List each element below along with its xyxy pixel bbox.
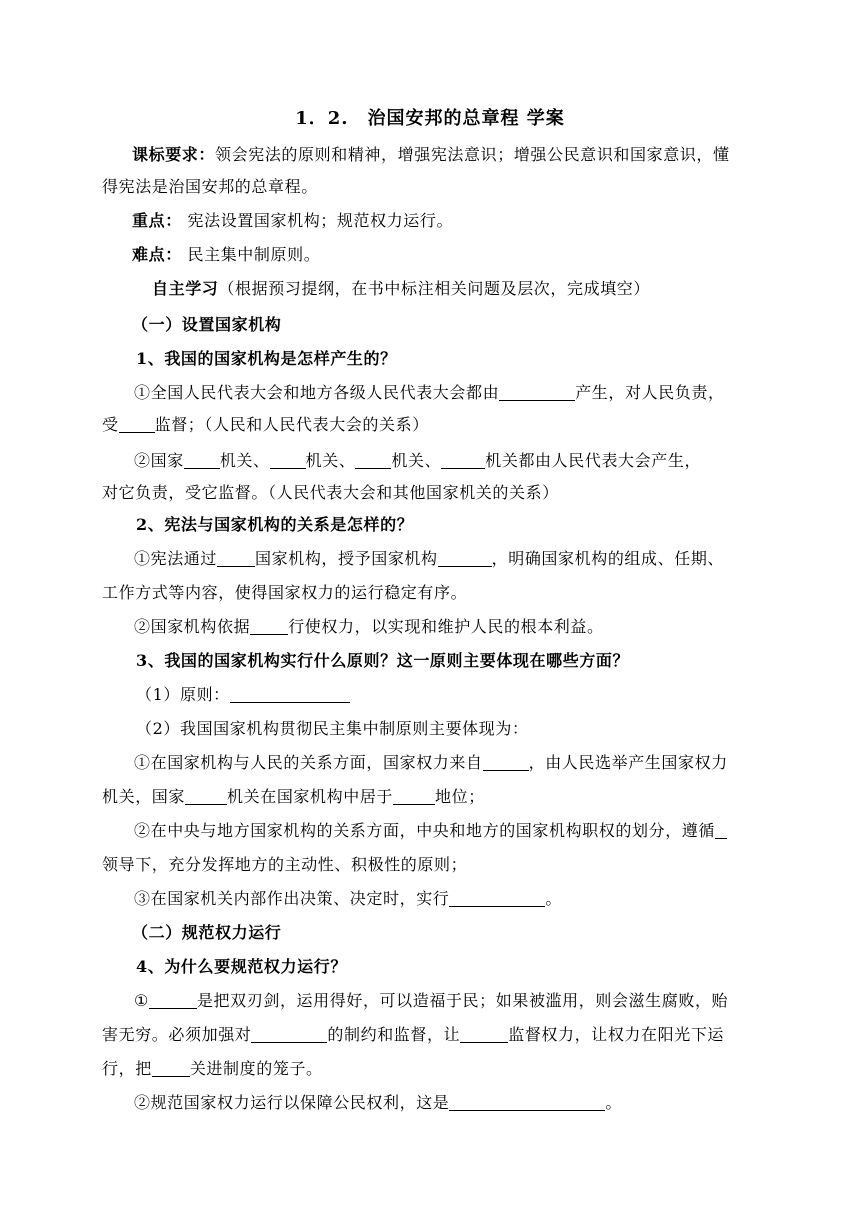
text: 行使权力，以实现和维护人民的根本利益。 xyxy=(288,617,604,636)
q3-answer-1-line xyxy=(136,684,796,706)
question-4: 4、为什么要规范权力运行？ xyxy=(136,957,347,976)
nandian-label: 难点： xyxy=(132,245,182,264)
q2-answer-1-line-2 xyxy=(102,582,762,604)
fill-blank[interactable] xyxy=(251,1025,327,1043)
text: （1）原则： xyxy=(136,685,230,704)
text: ① xyxy=(134,991,149,1010)
text: ②国家机构依据 xyxy=(134,617,251,636)
fill-blank[interactable] xyxy=(250,617,288,635)
text: 对它负责，受它监督。（人民代表大会和其他国家机关的关系） xyxy=(102,483,559,502)
zhongdian-label: 重点： xyxy=(132,211,182,230)
zizhu-label: 自主学习 xyxy=(152,279,219,298)
q4-answer-1-line xyxy=(102,990,762,1012)
text: 的制约和监督，让 xyxy=(327,1025,461,1044)
text: ①宪法通过 xyxy=(134,549,218,568)
fill-blank[interactable] xyxy=(483,753,529,771)
text: ，明确国家机构的组成、任期、 xyxy=(491,549,725,568)
q4-answer-1-line-3 xyxy=(102,1058,762,1080)
text: ①全国人民代表大会和地方各级人民代表大会都由 xyxy=(134,383,500,402)
kebiao-text: 领会宪法的原则和精神，增强宪法意识；增强公民意识和国家意识，懂 xyxy=(215,145,730,164)
zhongdian-text: 宪法设置国家机构；规范权力运行。 xyxy=(181,211,454,230)
fill-blank[interactable] xyxy=(152,1059,190,1077)
fill-blank[interactable] xyxy=(449,1093,605,1111)
fill-blank[interactable] xyxy=(441,451,485,469)
section-2-heading: （二）规范权力运行 xyxy=(132,923,282,942)
fill-blank[interactable] xyxy=(460,1025,508,1043)
fill-blank[interactable] xyxy=(185,787,227,805)
text: ②在中央与地方国家机构的关系方面，中央和地方的国家机构职权的划分，遵循 xyxy=(134,821,716,840)
fill-blank[interactable] xyxy=(230,685,350,703)
kebiao-line-2 xyxy=(102,176,762,198)
text: 领导下，充分发挥地方的主动性、积极性的原则； xyxy=(102,855,468,874)
text: ①在国家机构与人民的关系方面，国家权力来自 xyxy=(134,753,483,772)
q3-answer-4-line-2 xyxy=(102,854,762,876)
fill-blank[interactable] xyxy=(499,383,575,401)
fill-blank[interactable] xyxy=(119,415,155,433)
q1-answer-2-line xyxy=(102,450,762,472)
text: 机关，国家 xyxy=(102,787,186,806)
q3-answer-3-line xyxy=(102,752,762,774)
q1-answer-2-line-2 xyxy=(102,482,762,504)
question-1: 1、我国的国家机构是怎样产生的？ xyxy=(136,349,397,368)
q3-answer-3-line-2 xyxy=(102,786,762,808)
fill-blank[interactable] xyxy=(270,451,306,469)
text: ②规范国家权力运行以保障公民权利，这是 xyxy=(134,1093,450,1112)
text: 监督；（人民和人民代表大会的关系） xyxy=(154,415,429,434)
text: （2）我国国家机构贯彻民主集中制原则主要体现为： xyxy=(136,719,529,738)
text: ，由人民选举产生国家权力 xyxy=(528,753,728,772)
text: 产生，对人民负责， xyxy=(575,383,725,402)
fill-blank[interactable] xyxy=(393,787,435,805)
nandian-text: 民主集中制原则。 xyxy=(181,245,321,264)
q2-answer-2-line xyxy=(102,616,762,638)
zizhu-line xyxy=(102,278,762,300)
text: 。 xyxy=(545,889,563,908)
fill-blank[interactable] xyxy=(438,549,492,567)
fill-blank[interactable] xyxy=(184,451,220,469)
q2-answer-1-line xyxy=(102,548,762,570)
text: 国家机构，授予国家机构 xyxy=(255,549,438,568)
q3-answer-4-line xyxy=(102,820,762,842)
text: 关进制度的笼子。 xyxy=(189,1059,323,1078)
text: 是把双刃剑，运用得好，可以造福于民；如果被滥用，则会滋生腐败，贻 xyxy=(196,991,729,1010)
text: 监督权力，让权力在阳光下运 xyxy=(508,1025,725,1044)
text: 行，把 xyxy=(102,1059,152,1078)
fill-blank[interactable] xyxy=(715,821,727,839)
page-title: 1．2. 治国安邦的总章程 学案 xyxy=(295,108,565,129)
question-2: 2、宪法与国家机构的关系是怎样的？ xyxy=(136,515,414,534)
kebiao-line xyxy=(102,144,762,166)
text: 地位； xyxy=(435,787,485,806)
section-1-heading: （一）设置国家机构 xyxy=(132,315,282,334)
q4-answer-1-line-2 xyxy=(102,1024,762,1046)
q1-answer-1-line xyxy=(102,382,762,404)
nandian-line xyxy=(102,244,762,266)
text: 机关都由人民代表大会产生， xyxy=(485,451,702,470)
question-3: 3、我国的国家机构实行什么原则？这一原则主要体现在哪些方面？ xyxy=(136,651,630,670)
text: 机关、 xyxy=(219,451,270,470)
text: 工作方式等内容，使得国家权力的运行稳定有序。 xyxy=(102,583,468,602)
fill-blank[interactable] xyxy=(449,889,545,907)
q3-answer-5-line xyxy=(102,888,762,910)
fill-blank[interactable] xyxy=(149,991,197,1009)
text: 机关、 xyxy=(391,451,442,470)
text: 机关在国家机构中居于 xyxy=(227,787,394,806)
fill-blank[interactable] xyxy=(217,549,255,567)
text: ②国家 xyxy=(134,451,184,470)
text: 。 xyxy=(605,1093,623,1112)
q4-answer-2-line xyxy=(102,1092,762,1114)
q1-answer-1-line-2 xyxy=(102,414,762,436)
text: ③在国家机关内部作出决策、决定时，实行 xyxy=(134,889,450,908)
fill-blank[interactable] xyxy=(355,451,391,469)
text: 机关、 xyxy=(305,451,356,470)
kebiao-label: 课标要求： xyxy=(132,145,216,164)
zhongdian-line xyxy=(102,210,762,232)
q3-answer-2-line xyxy=(136,718,796,740)
kebiao-text-2: 得宪法是治国安邦的总章程。 xyxy=(102,177,318,196)
zizhu-text: （根据预习提纲，在书中标注相关问题及层次，完成填空） xyxy=(218,279,651,298)
text: 受 xyxy=(102,415,119,434)
text: 害无穷。必须加强对 xyxy=(102,1025,252,1044)
